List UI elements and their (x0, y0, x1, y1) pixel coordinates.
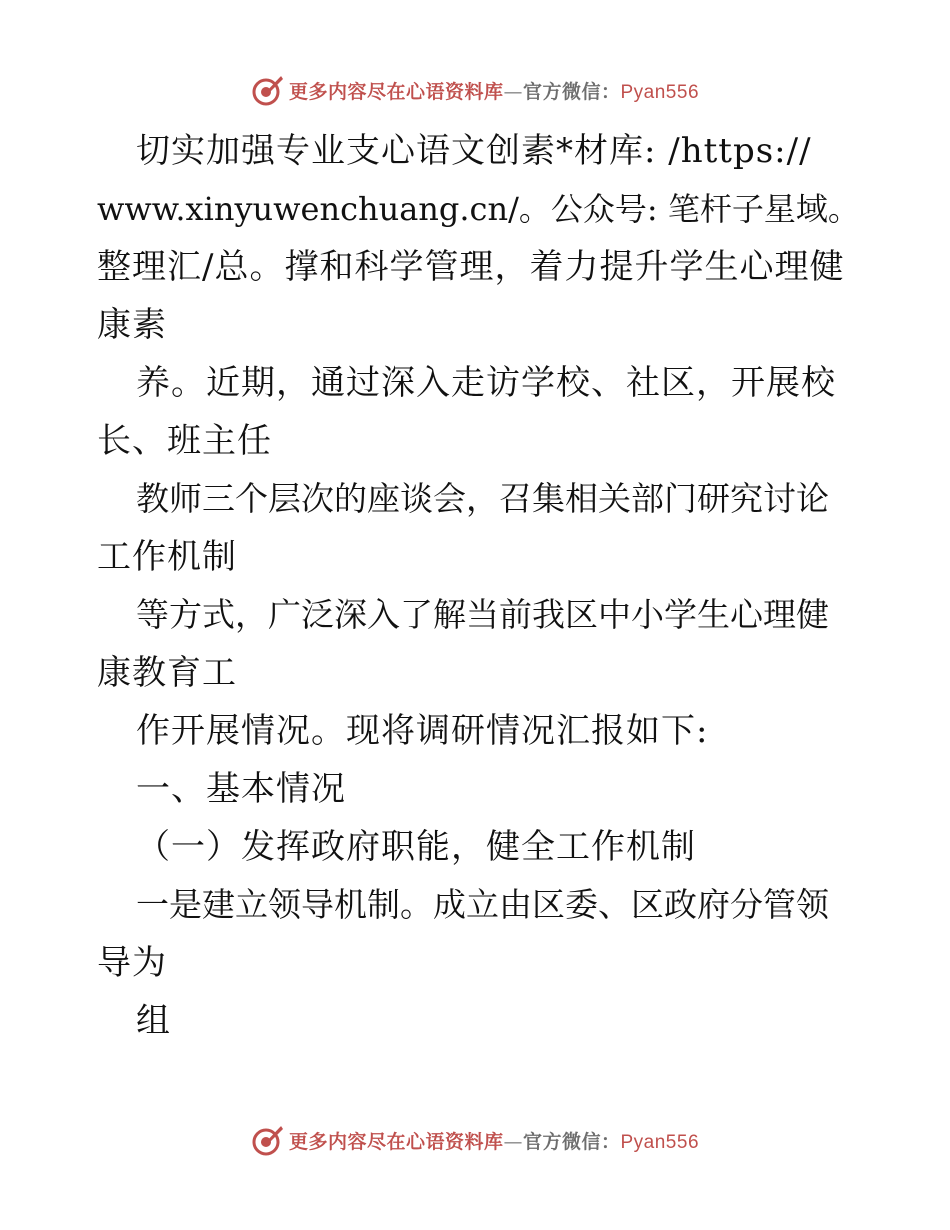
paragraph-line: 养。近期，通过深入走访学校、社区，开展校 (136, 363, 836, 403)
paragraph-line: 等方式，广泛深入了解当前我区中小学生心理健 (136, 595, 829, 634)
paragraph-line: 作开展情况。现将调研情况汇报如下: (136, 711, 709, 751)
paragraph-line: 一是建立领导机制。成立由区委、区政府分管领 (136, 885, 829, 924)
quill-logo-icon (251, 73, 285, 107)
paragraph-line: 组 (136, 1001, 171, 1041)
watermark-wechat-id: Pyan556 (620, 1131, 700, 1153)
watermark-main: 更多内容尽在心语资料库 (288, 80, 504, 103)
paragraph-line: 导为 (97, 943, 167, 983)
watermark-main: 更多内容尽在心语资料库 (288, 1130, 504, 1153)
watermark-text (289, 1127, 699, 1154)
footer-watermark (0, 1120, 950, 1160)
paragraph-line: 长、班主任 (97, 421, 272, 461)
watermark-text (289, 77, 699, 104)
paragraph-line: 教师三个层次的座谈会，召集相关部门研究讨论 (136, 479, 829, 518)
watermark-wechat-id: Pyan556 (620, 81, 700, 103)
quill-logo-icon (251, 1123, 285, 1157)
watermark-separator: — (503, 1130, 523, 1153)
paragraph-line: 工作机制 (97, 537, 237, 577)
document-body (97, 122, 867, 1050)
paragraph-line: 康素 (97, 305, 167, 345)
paragraph-line: www.xinyuwenchuang.cn/。公众号: 笔杆子星域。 (97, 190, 860, 228)
header-watermark (0, 70, 950, 110)
paragraph-line: 一、基本情况 (136, 769, 346, 809)
paragraph-line: 整理汇/总。撑和科学管理，着力提升学生心理健 (97, 247, 845, 287)
watermark-wechat-label: 官方微信： (522, 80, 621, 103)
paragraph-line: （一）发挥政府职能，健全工作机制 (136, 827, 696, 867)
paragraph-line: 切实加强专业支心语文创素*材库: /https:// (136, 131, 812, 171)
watermark-wechat-label: 官方微信： (522, 1130, 621, 1153)
watermark-separator: — (503, 80, 523, 103)
paragraph-line: 康教育工 (97, 653, 237, 693)
